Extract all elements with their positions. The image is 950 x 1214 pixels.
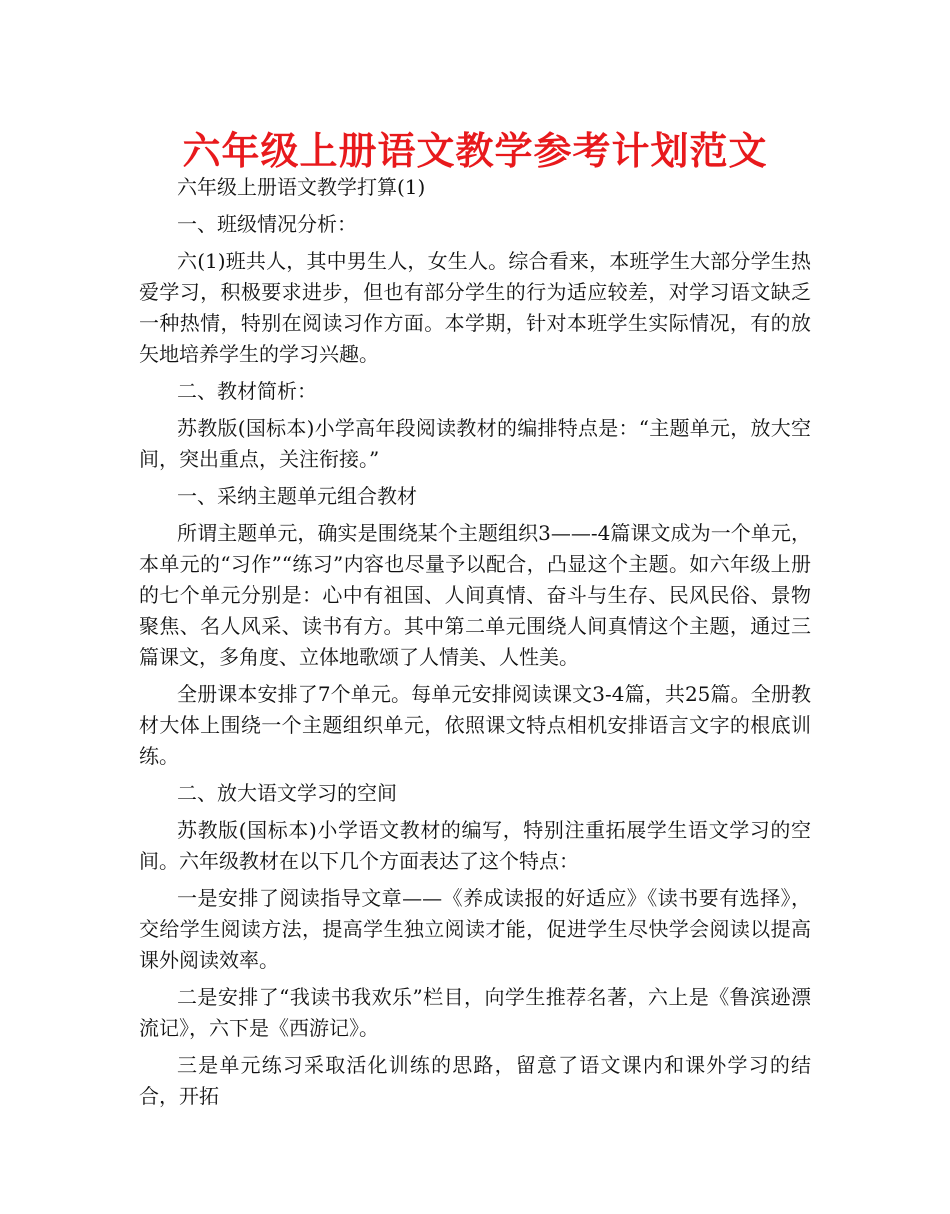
section-heading: 二、教材简析： [177, 379, 317, 403]
section-heading: 一、班级情况分析： [177, 212, 357, 236]
paragraph: 六(1)班共人，其中男生人，女生人。综合看来，本班学生大部分学生热爱学习，积极要求进步，但也有部分学生的行为适应较差，对学习语文缺乏一种热情，特别在阅读习作方面。本学期，针对本班学生实际情况，有的放矢地培养学生的学习兴趣。 [139, 249, 811, 366]
section-heading: 二、放大语文学习的空间 [177, 781, 397, 805]
paragraph: 苏教版(国标本)小学高年段阅读教材的编排特点是：“主题单元，放大空间，突出重点，关注衔接。” [139, 416, 811, 471]
paragraph: 一是安排了阅读指导文章——《养成读报的好适应》《读书要有选择》，交给学生阅读方法，提高学生独立阅读才能，促进学生尽快学会阅读以提高课外阅读效率。 [139, 886, 811, 972]
document-title: 六年级上册语文教学参考计划范文 [182, 129, 768, 173]
document-body [139, 172, 811, 1118]
paragraph: 三是单元练习采取活化训练的思路，留意了语文课内和课外学习的结合，开拓 [139, 1053, 811, 1108]
paragraph: 二是安排了“我读书我欢乐”栏目，向学生推荐名著，六上是《鲁滨逊漂流记》，六下是《西游记》。 [139, 985, 811, 1040]
paragraph: 全册课本安排了7个单元。每单元安排阅读课文3-4篇，共25篇。全册教材大体上围绕一个主题组织单元，依照课文特点相机安排语言文字的根底训练。 [139, 682, 811, 768]
paragraph: 所谓主题单元，确实是围绕某个主题组织3——-4篇课文成为一个单元，本单元的“习作”“练习”内容也尽量予以配合，凸显这个主题。如六年级上册的七个单元分别是：心中有祖国、人间真情、奋斗与生存、民风民俗、景物聚焦、名人风采、读书有方。其中第二单元围绕人间真情这个主题，通过三篇课文，多角度、立体地歌颂了人情美、人性美。 [139, 521, 811, 669]
paragraph: 六年级上册语文教学打算(1) [177, 175, 426, 199]
section-heading: 一、采纳主题单元组合教材 [177, 484, 417, 508]
paragraph: 苏教版(国标本)小学语文教材的编写，特别注重拓展学生语文学习的空间。六年级教材在以下几个方面表达了这个特点： [139, 818, 811, 873]
